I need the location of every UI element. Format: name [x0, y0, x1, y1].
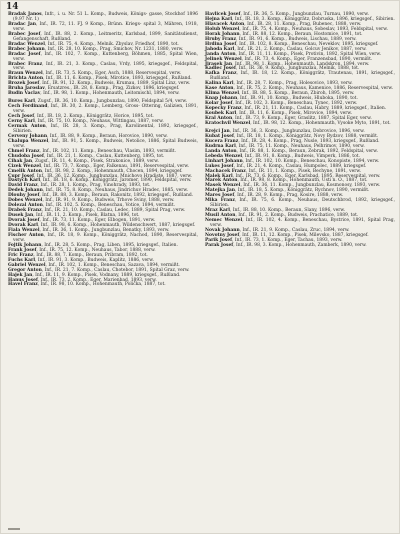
- casualty-entry: Fojtik Johann, Inf., IR. 28, 5. Komp., Prag, Liben, 1895, kriegsgef., Italien.: [8, 242, 178, 248]
- entry-surname: David Franz: [8, 183, 38, 189]
- casualty-entry: Bruha Jaroslav, Ersatzres., IR. 28, 8. Komp., Prag, Zizkov, 1896, kriegsgef.: [8, 86, 180, 92]
- casualty-entry: Novotny Josef, Inf., IR. 11, 12. Komp., Pisek, Milevsko, 1887, kriegsgef.: [205, 232, 369, 238]
- casualty-entry: Havel Franz, Inf., IR. 98, 10. Komp., Hohenmauth, Polička, 1887, tot.: [8, 282, 166, 288]
- entry-surname: Dvorak Karl: [8, 223, 38, 229]
- entry-surname: Parik Josef: [205, 237, 233, 243]
- casualty-entry: Havlicek Josef, Inf., IR. 36, 5. Komp., Jungbunzlau, Turnau, 1890, verw.: [205, 12, 369, 17]
- entry-surname: Bradac Josef: [8, 51, 41, 57]
- entry-surname: Klima Wenzel: [205, 91, 240, 97]
- casualty-entry: Dvorak Josef, Inf., IR. 73, 11. Komp., Eger, Elbogen, 1891, verw.: [8, 218, 156, 224]
- casualty-entry: Frank Josef, Inf., IR. 75, 12. Komp., Neuhaus, Tabor, 1888, verw.: [8, 247, 156, 253]
- entry-surname: Fischer Anton: [8, 232, 44, 238]
- page-number: 14: [6, 2, 19, 12]
- entry-surname: Nemec Wenzel: [205, 218, 243, 224]
- entry-surname: Chudoba Josef: [8, 153, 44, 159]
- entry-surname: Lukes Josef: [205, 163, 234, 169]
- casualty-entry: Bradak Janos, Infr., i. u. Nr. 51 L. Komp., Budweis, Königs- gasse, Stockhof 1896 (9.97 Nr. 1): [8, 12, 198, 22]
- entry-surname: Mares Josef: [205, 193, 235, 199]
- casualty-entry: Cech Josef, Inf., IR. 18, 2. Komp., Königgrätz, Horice, 1895, tot.: [8, 114, 154, 120]
- casualty-entry: Kafka Franz, Inf., IR. 18, 12. Komp., Königgrätz, Trautenau, 1891, kriegsgef., Rußland.: [205, 71, 395, 82]
- entry-surname: Brabec Johann: [8, 46, 45, 52]
- entry-surname: Bures Karl: [8, 99, 35, 105]
- entry-surname: Cerveny Johann: [8, 133, 48, 139]
- casualty-entry: Chalupa Wenzel, Inf., IR. 91, 5. Komp., Budweis, Netolice, 1886, Spital Budweis, verw.: [8, 138, 198, 149]
- entry-surname: Dedek Johann: [8, 188, 43, 194]
- casualty-entry: Parik Josef, Inf., IR. 73, 1. Komp., Eger, Tachau, 1893, verw.: [205, 237, 343, 243]
- casualty-entry: Cihak Jan, Zugsf., IR. 11, 4. Komp., Pisek, Strakonice, 1889, verw.: [8, 158, 159, 164]
- entry-surname: Gabriel Wenzel: [8, 262, 46, 268]
- entry-surname: Brabec Franz: [8, 61, 43, 67]
- casualty-entry: Jelinek Wenzel, Inf., IR. 73, 4. Komp., Eger, Franzensbad, 1890, vermißt.: [205, 56, 373, 62]
- casualty-entry: Fischer Anton, Inf., IR. 18, 9. Komp., Königgrätz, Nachod, 1890, Reservespital, verw.: [8, 232, 198, 243]
- casualty-entry: Klima Wenzel, Inf., IR. 88, 5. Komp., Beraun, Zbiroh, 1895, verw.: [205, 91, 355, 97]
- entry-surname: Dolezal Anton: [8, 203, 43, 209]
- casualty-entry: Kopecky Franz, Inf., IR. 21, 11. Komp., Caslau, Habry, 1889, kriegsgef., Italien.: [205, 106, 387, 112]
- casualty-entry: Dedek Johann, Inf., IR. 75, 8. Komp., Neuhaus, Jindrichuv Hradec, 1885, verw.: [8, 188, 189, 194]
- entry-surname: Novak Johann: [205, 227, 240, 233]
- entry-surname: Brabec Josef: [8, 31, 41, 37]
- casualty-entry: Matejka Jan, Inf., IR. 18, 5. Komp., Königgrätz, Rychnov, 1890, vermißt.: [205, 188, 370, 194]
- casualty-entry: Landa Anton, Inf., IR. 88, 1. Komp., Beraun, Zebrak, 1892, Feldspital, verw.: [205, 148, 378, 154]
- casualty-entry: Gregor Anton, Inf., IR. 21, 7. Komp., Caslau, Chotebor, 1891, Spital Graz, verw.: [8, 267, 190, 273]
- entry-surname: Malek Karl: [205, 173, 233, 179]
- casualty-entry: Cech Ferdinand, Inf., IR. 30, 2. Komp., Lemberg, Gross- Ottering, Galizien, 1891, verw.: [8, 104, 198, 115]
- entry-surname: Hlavacek Anton: [205, 21, 245, 27]
- casualty-entry: Malek Karl, Inf., IR. 73, 6. Komp., Eger, Karlsbad, 1895, Reservespital, verw.: [205, 173, 381, 179]
- casualty-entry: Dlouhy Josef, Inf., IR. 88, 3. Komp., Beraun, Rakonitz, 1892, kriegsgef., Rußland.: [8, 193, 194, 199]
- entry-surname: Lebeda Wenzel: [205, 153, 243, 159]
- casualty-entry: Braun Wenzel, Inf., IR. 73, 5. Komp., Eger, Asch, 1888, Reservespital, verw.: [8, 71, 182, 77]
- entry-surname: Fric Franz: [8, 252, 34, 258]
- entry-surname: Frank Josef: [8, 247, 37, 253]
- casualty-entry: Fric Franz, Inf., IR. 88, 7. Komp., Beraun, Pribram, 1892, tot.: [8, 252, 148, 258]
- casualty-entry: Brabec Josef, Inf., IR. 88, 2. Komp., Leitmeritz, Karlsbad, 1899, Sanitätsdienst, Gefangenschaft, Rußland.: [8, 31, 198, 42]
- entry-surname: Mika Franz: [205, 198, 235, 204]
- casualty-entry: Bradac Wenzel, Inf., IR. 75, 4. Komp., Melnik. Zbyslav, Friedhof, 1890, tot.: [8, 41, 179, 47]
- entry-surname: Musil Anton: [205, 213, 236, 219]
- casualty-entry: Holub Wenzel, Inf., IR. 75, 4. Komp., Neuhaus, Sobeslav, 1893, Feldspital, verw.: [205, 26, 388, 32]
- casualty-entry: Musil Anton, Inf., IR. 91, 2. Komp., Budweis, Prachatice, 1889, tot.: [205, 213, 359, 219]
- entry-surname: Janda Anton: [205, 51, 236, 57]
- casualty-entry: Kral Anton, Inf., IR. 73, 9. Komp., Eger, Graslitz, 1887, Spital Eger, verw.: [205, 116, 372, 122]
- casualty-entry: Cmelik Anton, Inf., IR. 98, 2. Komp., Hohenmauth, Chocen, 1894, kriegsgef.: [8, 168, 183, 174]
- casualty-entry: Hanus Josef, Inf., IR. 73, 2. Komp., Eger, Marienbad, 1893, verw.: [8, 277, 157, 283]
- entry-surname: Jirasek Jan: [205, 61, 233, 67]
- entry-surname: Linhart Johann: [205, 158, 243, 164]
- casualty-entry: Dvorak Karl, Inf., IR. 98, 6. Komp., Hohenmauth, Wildenschwert, 1887, kriegsgef.: [8, 223, 196, 229]
- entry-surname: Kratochvil Wenzel: [205, 120, 251, 126]
- entry-surname: Havlicek Josef: [205, 12, 241, 17]
- entry-surname: Jahoda Karl: [205, 46, 235, 52]
- entry-surname: Cech Ferdinand: [8, 104, 48, 110]
- entry-surname: Bradac Jan: [8, 21, 37, 27]
- casualty-entry: Kase Anton, Inf., IR. 75, 2. Komp., Neuhaus, Kamenice, 1886, Reservespital, verw.: [205, 86, 394, 92]
- entry-surname: Gregor Anton: [8, 267, 42, 273]
- entry-surname: Novotny Josef: [205, 232, 240, 238]
- casualty-entry: Kolar Josef, Inf., IR. 102, 3. Komp., Beneschau, Tynec, 1892, verw.: [205, 101, 358, 107]
- casualty-entry: Masek Wenzel, Inf., IR. 36, 11. Komp., Jungbunzlau, Kosmonosy, 1893, verw.: [205, 183, 381, 189]
- entry-surname: Horak Johann: [205, 31, 240, 37]
- entry-surname: Brozek Josef: [8, 81, 40, 87]
- entry-surname: Braun Wenzel: [8, 71, 43, 77]
- entry-surname: Fuchs Karl: [8, 257, 36, 263]
- entry-surname: Brichta Anton: [8, 76, 44, 82]
- entry-surname: Machacek Franz: [205, 168, 246, 174]
- casualty-entry: Fuchs Karl, Inf., IR. 91, 3. Komp., Budweis, Kaplitz, 1886, verw.: [8, 257, 154, 263]
- casualty-entry: Nemec Wenzel, Inf., IR. 102, 4. Komp., Beneschau, Bystrice, 1891, Spital Prag, verw.: [205, 218, 395, 229]
- entry-surname: Kadlec Josef: [205, 66, 236, 72]
- entry-surname: Cerny Karl: [8, 119, 35, 125]
- casualty-entry: Kalina Karl, Inf., IR. 28, 7. Komp., Prag, Holesovice, 1893, verw.: [205, 81, 353, 87]
- entry-surname: Parak Josef: [205, 242, 234, 248]
- casualty-entry: Marek Anton, Inf., IR. 98, 8. Komp., Hohenmauth, Usti n. O., 1887, tot.: [205, 178, 368, 184]
- casualty-entry: Dusek Jan, Inf., IR. 11, 2. Komp., Pisek, Blatna, 1896, tot.: [8, 213, 140, 219]
- casualty-entry: Mares Josef, Inf., IR. 28, 9. Komp., Prag, Kosire, 1888, verw.: [205, 193, 344, 199]
- casualty-entry: Brabec Johann, Inf., IR. 28, 10. Komp., Prag, Smichov, Nr. 1231, 1880, verw.: [8, 46, 184, 52]
- right-column: [205, 13, 395, 249]
- casualty-entry: Krejci Jan, Inf., IR. 36, 3. Komp., Jungbunzlau, Dobrovice, 1896, verw.: [205, 128, 365, 134]
- casualty-entry: Koubek Karl, Inf., IR. 11, 6. Komp., Pisek, Mirovice, 1894, verw.: [205, 111, 353, 117]
- casualty-entry: David Franz, Inf., IR. 28, 1. Komp., Prag, Vinohrady, 1893, tot.: [8, 183, 151, 189]
- casualty-entry: Knap Johann, Inf., IR. 91, 10. Komp., Budweis, Hluboka, 1890, tot.: [205, 96, 358, 102]
- entry-surname: Chalupa Wenzel: [8, 138, 49, 144]
- entry-surname: Holub Wenzel: [205, 26, 240, 32]
- entry-surname: Havel Franz: [8, 282, 38, 288]
- casualty-entry: Hruby Franz, Inf., IR. 91, 6. Komp., Budweis, Lischau, 1889, verw.: [205, 36, 357, 42]
- casualty-entry: Drabek Franz, Inf., IR. 21, 10. Komp., Caslau, Ledec, 1889, Spital Prag, verw.: [8, 208, 186, 214]
- casualty-entry: Kubat Josef, Inf., IR. 18, 1. Komp., Königgrätz, Novy Bydzov, 1888, vermißt.: [205, 133, 379, 139]
- casualty-entry: Dolezal Anton, Inf., IR. 102, 5. Komp., Beneschau, Votice, 1894, vermißt.: [8, 203, 176, 209]
- entry-surname: Cizek Wenzel: [8, 163, 41, 169]
- entry-surname: Dlouhy Josef: [8, 193, 40, 199]
- entry-surname: Hrdina Josef: [205, 41, 237, 47]
- casualty-entry: Lukes Josef, Inf., IR. 21, 4. Komp., Caslau, Humpolec, 1889, kriegsgef.: [205, 163, 367, 169]
- casualty-entry: Jahoda Karl, Inf., IR. 21, 2. Komp., Caslau, Golcuv Jenikov, 1887, verw.: [205, 46, 367, 52]
- casualty-entry: Cizek Wenzel, Inf., IR. 73, 7. Komp., Eger, Falkenau, 1891, Reservespital, verw.: [8, 163, 190, 169]
- casualty-entry: Mika Franz, Inf., IR. 75, 6. Komp., Neuhaus, Deutschbrod, 1892, kriegsgef., Sibirien.: [205, 198, 396, 209]
- casualty-entry: Kadlec Josef, Inf., IR. 36, 9. Komp., Jungbunzlau, Melnik, 1888, tot.: [205, 66, 360, 72]
- entry-surname: Hejna Karl: [205, 16, 233, 22]
- casualty-entry: Brichta Anton, Inf., IR. 11, 6. Komp., Pisek, Mirotice, 1893, kriegsgef., Rußland.: [8, 76, 192, 82]
- entry-surname: Kudrna Karl: [205, 143, 236, 149]
- entry-surname: Kucera Franz: [205, 138, 239, 144]
- casualty-entry: Bradac Jan, Inf., IR. 72, 11. FJ. 9 Komp., Brünn. Kriegs- spital 3, Mähren, 1918, verw.: [8, 21, 199, 32]
- entry-surname: Krejci Jan: [205, 128, 230, 134]
- entry-surname: Hajek Jan: [8, 272, 33, 278]
- casualty-entry: Cerveny Johann, Inf., IR. 88, 9. Komp., Beraun, Horovice, 1890, verw.: [8, 133, 168, 139]
- entry-surname: Fiala Wenzel: [8, 227, 40, 233]
- entry-surname: Mraz Karl: [205, 208, 230, 214]
- casualty-entry: Hajek Jan, Inf., IR. 11, 9. Komp., Pisek, Vodnany, 1889, kriegsgef., Rußland.: [8, 272, 181, 278]
- casualty-entry: Bures Karl, Zugsf., IR. 36, 10. Komp., Jungbunzlau, 1890, Feldspital 5/4, verw.: [8, 99, 188, 105]
- casualty-entry: Kucera Franz, Inf., IR. 28, 4. Komp., Prag, Nusle, 1893, kriegsgef., Rußland.: [205, 138, 380, 144]
- casualty-entry: Hrdina Josef, Inf., IR. 102, 8. Komp., Beneschau, Neveklov, 1895, kriegsgef.: [205, 41, 379, 47]
- casualty-entry: Brabec Franz, Inf., IR. 21, 3. Komp., Caslau, Vrdy, 1895, kriegsgef., Feldspital, verw.: [8, 61, 199, 72]
- entry-surname: Chmel Franz: [8, 148, 40, 154]
- page-footer-mark: [8, 528, 20, 530]
- entry-surname: Matejka Jan: [205, 188, 235, 194]
- entry-surname: Budin Vaclav: [8, 91, 41, 97]
- left-column: [8, 13, 198, 288]
- entry-surname: Cermak Anton: [8, 123, 46, 129]
- entry-surname: Dobes Wenzel: [8, 198, 43, 204]
- entry-surname: Bradac Wenzel: [8, 41, 45, 47]
- entry-surname: Hruby Franz: [205, 36, 237, 42]
- casualty-entry: Mraz Karl, Inf., IR. 88, 10. Komp., Beraun, Slany, 1896, verw.: [205, 208, 346, 214]
- casualty-entry: Brozek Josef, Inf., IR. 91, 12. Komp., Budweis, Krumau, 1889, Spital Linz, verw.: [8, 81, 191, 87]
- casualty-entry: Cupr Josef, Inf., IR. 36, 12. Komp., Jungbunzlau, Mnichovo Hradiste, 1887, verw.: [8, 173, 193, 179]
- entry-surname: Jelinek Wenzel: [205, 56, 242, 62]
- entry-surname: Kase Anton: [205, 86, 234, 92]
- casualty-entry: Chmel Franz, Inf., IR. 102, 11. Komp., Beneschau, Vlasim, 1893, vermißt.: [8, 148, 176, 154]
- entry-surname: Kolar Josef: [205, 101, 233, 107]
- casualty-entry: Gabriel Wenzel, Inf., IR. 102, 1. Komp., Beneschau, Sazava, 1894, vermißt.: [8, 262, 180, 268]
- casualty-entry: Linhart Johann, Inf., IR. 102, 10. Komp., Beneschau, Konopiste, 1894, verw.: [205, 158, 380, 164]
- entry-surname: Koubek Karl: [205, 111, 237, 117]
- entry-surname: Kalina Karl: [205, 81, 234, 87]
- entry-surname: Kopecky Franz: [205, 106, 242, 112]
- entry-surname: Dastych Karl: [8, 178, 41, 184]
- casualty-entry: Horak Johann, Inf., IR. 88, 12. Komp., Beraun, Hostomice, 1891, tot.: [205, 31, 363, 37]
- casualty-entry: Kudrna Karl, Inf., IR. 75, 11. Komp., Neuhaus, Pelhrimov, 1890, verw.: [205, 143, 365, 149]
- entry-surname: Marek Anton: [205, 178, 238, 184]
- casualty-entry: Budin Vaclav, Inf., IR. 98, 1. Komp., Hohenmauth, Leitomischl, 1894, verw.: [8, 91, 180, 97]
- entry-surname: Cmelik Anton: [8, 168, 42, 174]
- casualty-entry: Cermak Anton, Inf., IR. 28, 3. Komp., Prag, Karolinental, 1892, kriegsgef., Sibirien.: [8, 123, 198, 134]
- entry-surname: Dusek Jan: [8, 213, 34, 219]
- casualty-entry: Cerny Karl, Inf., IR. 75, 10. Komp., Neuhaus, Wittingau, 1887, verw.: [8, 119, 164, 125]
- entry-surname: Cech Josef: [8, 114, 35, 120]
- entry-surname: Hanus Josef: [8, 277, 38, 283]
- entry-surname: Dvorak Josef: [8, 218, 40, 224]
- casualty-entry: Dobes Wenzel, Inf., IR. 91, 9. Komp., Budweis, Trhove Sviny, 1888, verw.: [8, 198, 175, 204]
- casualty-entry: Hlavacek Anton, Inf., IR. 28, 11. Komp., Prag, Bubenec, 1888, verw.: [205, 21, 362, 27]
- casualty-entry: Novak Johann, Inf., IR. 21, 9. Komp., Caslau, Zruc, 1894, verw.: [205, 227, 350, 233]
- entry-surname: Kafka Franz: [205, 71, 237, 77]
- casualty-entry: Jirasek Jan, Inf., IR. 98, 1. Komp., Hohenmauth, Landskron, 1894, verw.: [205, 61, 370, 67]
- casualty-entry: Hejna Karl, Inf., IR. 18, 3. Komp., Königgrätz, Dobruska, 1896, kriegsgef., Sibirien.: [205, 16, 395, 22]
- entry-surname: Cupr Josef: [8, 173, 35, 179]
- casualty-entry: Janda Anton, Inf., IR. 11, 11. Komp., Pisek, Protivin, 1892, Spital Wien, verw.: [205, 51, 382, 57]
- casualty-entry: Parak Josef, Inf., IR. 98, 3. Komp., Hohenmauth, Zamberk, 1890, verw.: [205, 242, 367, 248]
- entry-surname: Knap Johann: [205, 96, 238, 102]
- casualty-entry: Fiala Wenzel, Inf., IR. 36, 1. Komp., Jungbunzlau, Benatky, 1893, verw.: [8, 227, 170, 233]
- casualty-entry: Lebeda Wenzel, Inf., IR. 91, 8. Komp., Budweis, Vimperk, 1886, tot.: [205, 153, 360, 159]
- entry-surname: Landa Anton: [205, 148, 237, 154]
- entry-surname: Bruha Jaroslav: [8, 86, 45, 92]
- entry-surname: Bradak Janos: [8, 12, 42, 17]
- entry-surname: Fojtik Johann: [8, 242, 42, 248]
- casualty-entry: Kratochvil Wenzel, Inf., IR. 98, 12. Komp., Hohenmauth, Vysoke Myto, 1891, tot.: [205, 120, 391, 126]
- entry-surname: Kubat Josef: [205, 133, 234, 139]
- casualty-entry: Bradac Josef, Inf., IR. 102, 7. Komp., Kuttenberg, Böhmen, 1885, Spital Wien, verw.: [8, 51, 198, 62]
- casualty-entry: Dastych Karl, Inf., IR. 18, 6. Komp., Königgrätz, Jaromer, 1890, Feldspital, verw.: [8, 178, 192, 184]
- entry-surname: Cihak Jan: [8, 158, 33, 164]
- casualty-entry: Machacek Franz, Inf., IR. 11, 1. Komp., Pisek, Bechyne, 1891, verw.: [205, 168, 362, 174]
- entry-surname: Masek Wenzel: [205, 183, 241, 189]
- casualty-entry: Chudoba Josef, Inf., IR. 21, 1. Komp., Caslau, Kuttenberg, 1895, tot.: [8, 153, 165, 159]
- entry-surname: Kral Anton: [205, 116, 233, 122]
- entry-surname: Drabek Franz: [8, 208, 42, 214]
